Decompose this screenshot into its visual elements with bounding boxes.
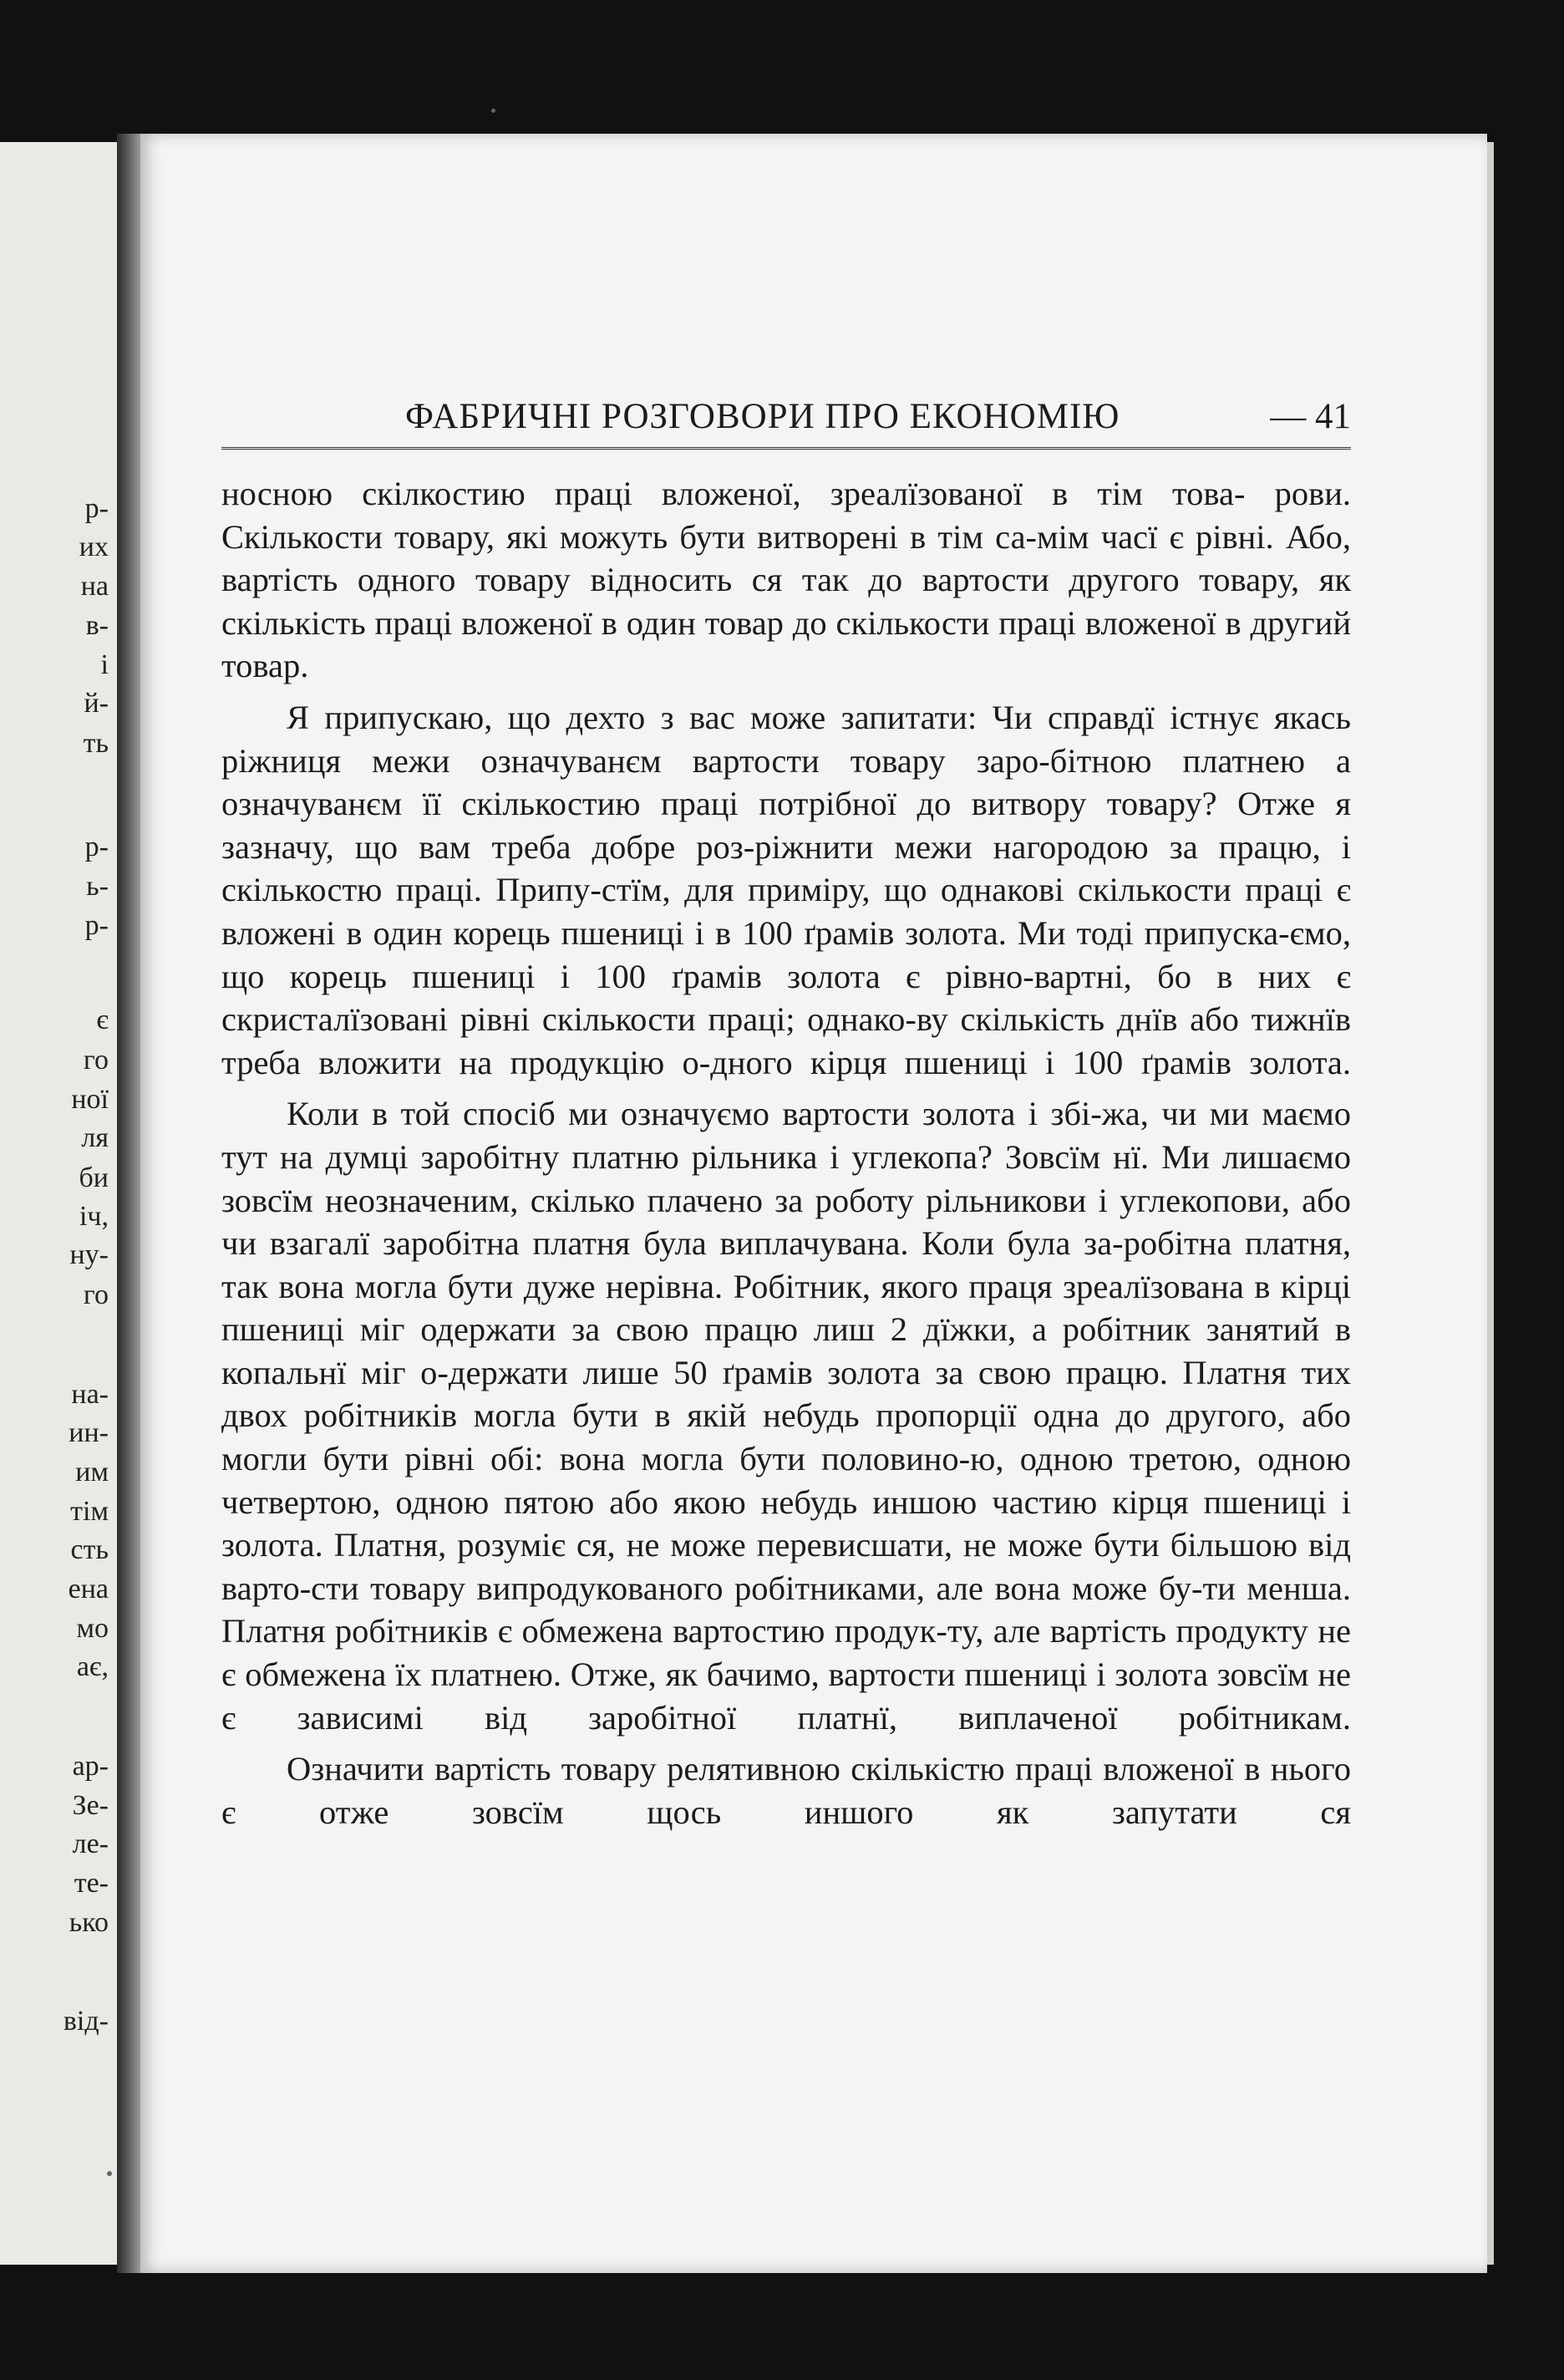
page-edge-right [1487,142,1494,2265]
left-page-fragment: ько [69,1907,109,1938]
left-page-fragment: ле- [72,1828,109,1859]
header-rule [221,442,1351,450]
left-page-fragment: ну- [69,1239,109,1270]
left-page-fragment: им [75,1457,109,1488]
left-page-fragment: их [79,531,109,562]
left-page-edge [0,142,117,2265]
left-page-fragment: сть [70,1534,109,1565]
left-page-fragment: го [83,1279,109,1310]
left-page-fragment: на- [71,1379,109,1410]
left-page-fragment: го [83,1045,109,1076]
left-page-fragment: мо [76,1613,109,1644]
dust-speck [491,109,495,113]
left-page-fragment: є [96,1004,109,1035]
header-title: ФАБРИЧНІ РОЗГОВОРИ ПРО ЕКОНОМІЮ [405,397,1120,436]
left-page-fragment: ля [81,1122,109,1153]
left-page-fragment: р- [84,493,109,524]
left-page-fragment: ена [68,1574,109,1604]
left-page-fragment: р- [84,910,109,941]
left-page-fragment: тім [70,1496,109,1527]
left-page-fragment: і [100,649,109,680]
left-page-fragment: від- [63,2006,109,2037]
paragraph: Означити вартість товару релятивною скількістю праці вложеної в нього є отже зовсїм щось иншого як запутати ся [221,1750,1351,1831]
left-page-fragment: в- [85,610,109,641]
left-page-fragment: ь- [86,871,109,902]
left-page-fragment: ар- [72,1751,109,1782]
paragraph: Коли в той спосіб ми означуємо вартости золота і збі-жа, чи ми маємо тут на думці заробітну платню рільника і углекопа? Зовсїм нї. Ми лишаємо зовсїм неозначеним, скілько плачено за роботу рільникови і углекопови, або чи взагалї заробітна платня була виплачувана. Коли була за-робітна платня, так вона могла бути дуже нерівна. Робітник, якого праця зреалїзована в кірці пшениці міг одержати за свою працю лиш 2 дїжки, а робітник занятий в копальнї міг о-держати лише 50 ґрамів золота за свою працю. Платня тих двох робітників могла бути в якій небудь пропорції одна до другого, або могли бути рівні обі: вона могла бути половино-ю, одною третою, одною четвертою, одною пятою або якою небудь иншою частию кірця пшениці і золота. Платня, розуміє ся, не може перевисшати, не може бути більшою від варто-сти товару випродукованого робітниками, але вона може бу-ти менша. Платня робітників є обмежена вартостию продук-ту, але вартість продукту не є обмежена їх платнею. Отже, як бачимо, вартости пшениці і золота зовсїм не є зависимі від заробітної платнї, виплаченої робітникам. [221,1095,1351,1737]
book-spine [117,134,140,2273]
left-page-fragment: ає, [76,1651,109,1682]
body-text [221,472,1351,1833]
left-page-fragment: ин- [69,1417,109,1448]
left-page-fragment: ної [71,1084,109,1115]
left-page-fragment: й- [84,688,109,719]
dust-speck [107,2171,112,2176]
paragraph: Я припускаю, що дехто з вас може запитати: Чи справдї істнує якась ріжниця межи означуванєм вартости товару заро-бітною платнею а означуванєм її скількостию праці потрібної до витвору товару? Отже я зазначу, що вам треба добре роз-ріжнити межи нагородою за працю, і скількостю праці. Припу-стїм, для приміру, що однакові скількости праці є вложені в один корець пшениці і в 100 ґрамів золота. Ми тоді припуска-ємо, що корець пшениці і 100 ґрамів золота є рівно-вартні, бо в них є скристалїзовані рівні скількости праці; однако-ву скількість днїв або тижнїв треба вложити на продукцію о-дного кірця пшениці і 100 ґрамів золота. [221,698,1351,1081]
page-number: — 41 [1270,397,1351,436]
left-page-fragment: іч, [79,1201,109,1232]
paragraph: носною скілкостию праці вложеної, зреалїзованої в тім това- рови. Скількости товару, які можуть бути витворені в тім са-мім часї є рівні. Або, вартість одного товару відносить ся так до вартости другого товару, як скількість праці вложеної в один товар до скількости праці вложеної в другий товар. [221,475,1351,685]
left-page-fragment: ть [83,728,109,759]
left-page-fragment: Зе- [72,1790,109,1821]
book-page [140,134,1487,2273]
left-page-fragment: би [79,1162,109,1193]
left-page-fragment: р- [84,831,109,862]
left-page-fragment: те- [74,1868,109,1899]
left-page-fragment: на [80,571,109,602]
